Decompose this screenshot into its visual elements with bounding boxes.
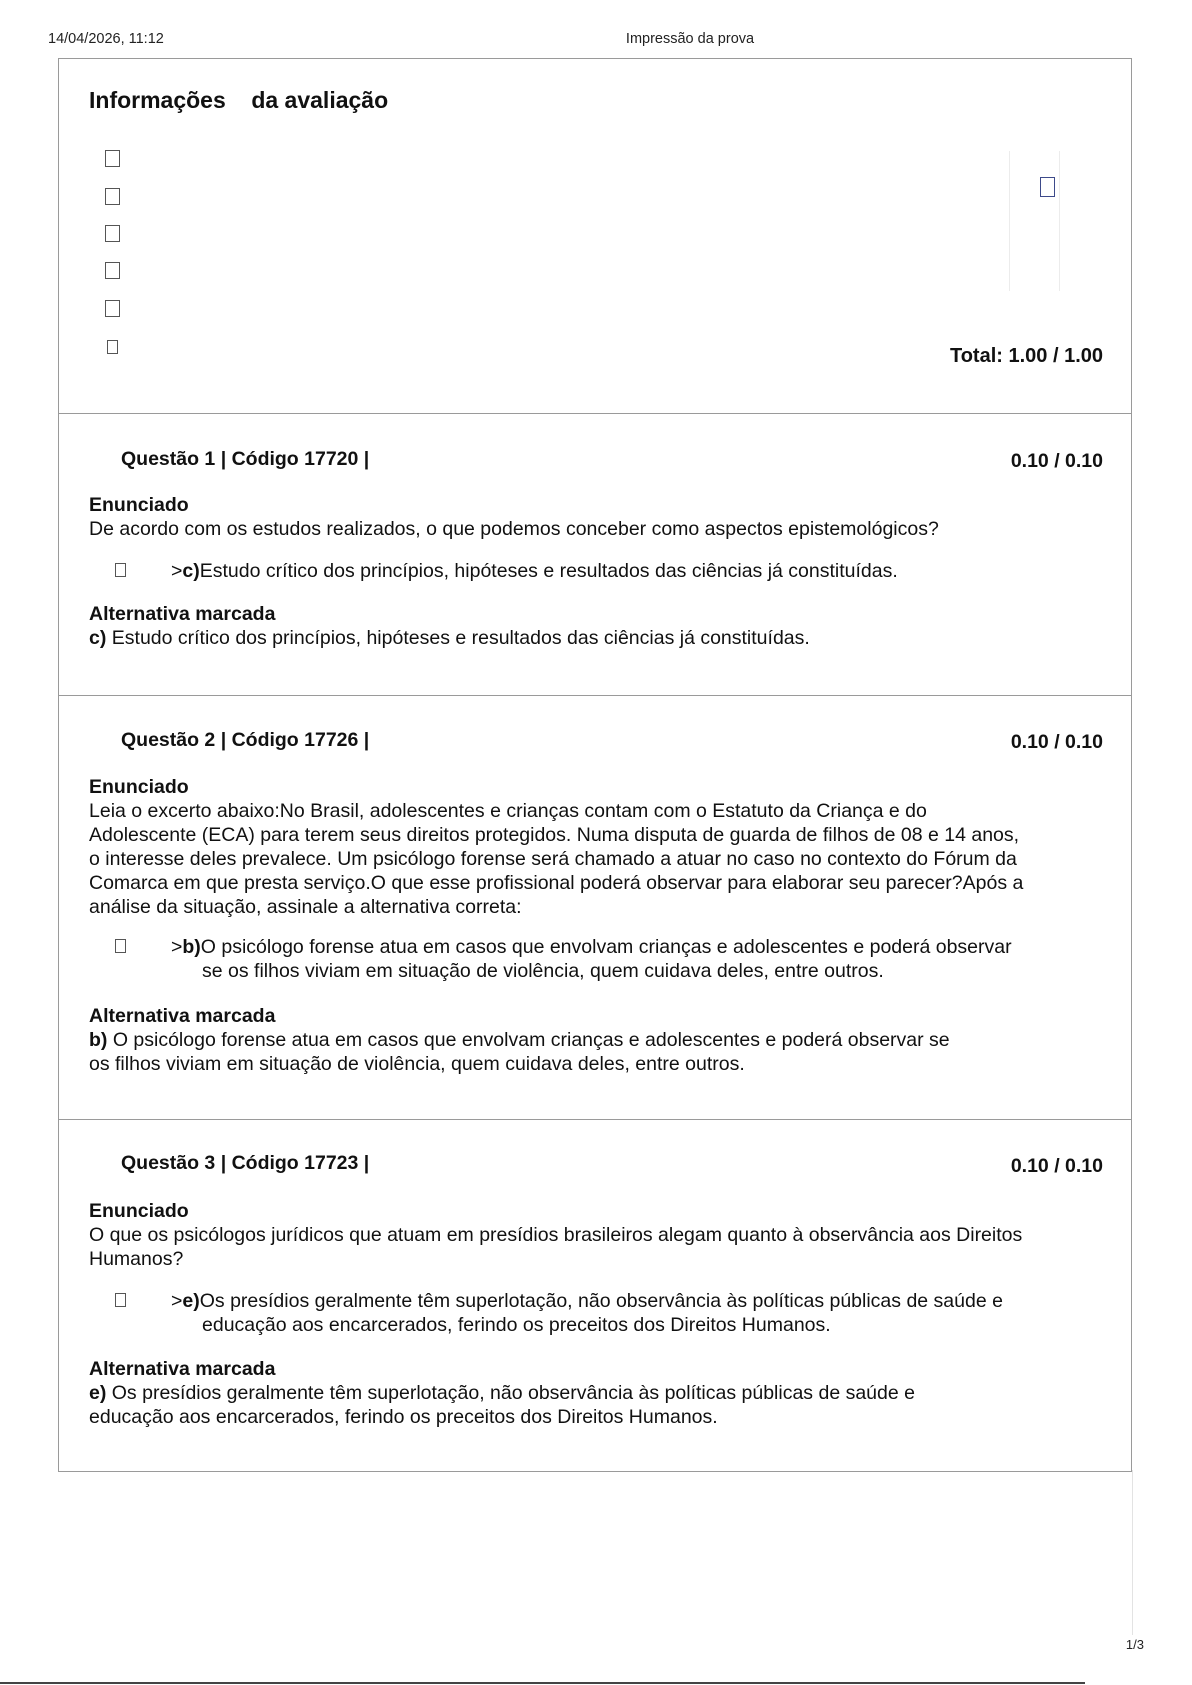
- print-datetime: 14/04/2026, 11:12: [48, 31, 164, 47]
- option-text: Estudo crítico dos princípios, hipóteses e resultados das ciências já constituídas.: [199, 560, 898, 582]
- marked-text: O psicólogo forense atua em casos que envolvam crianças e adolescentes e poderá observar se: [112, 1029, 950, 1051]
- checkbox-icon: [105, 225, 120, 242]
- statement-line: Humanos?: [89, 1248, 184, 1270]
- statement-line: Comarca em que presta serviço.O que esse profissional poderá observar para elaborar seu parecer?Após a: [89, 872, 1024, 894]
- info-panel-title: Informações da avaliação: [89, 87, 389, 113]
- option-letter: c): [182, 560, 200, 582]
- question-card-2: [58, 695, 1132, 1120]
- marked-letter: c): [89, 627, 107, 649]
- question-score: 0.10 / 0.10: [1010, 450, 1103, 472]
- question-card-1: [58, 413, 1132, 696]
- marked-answer: [89, 1028, 1089, 1076]
- selected-option: [171, 559, 1091, 583]
- statement-text: [89, 1223, 1104, 1271]
- checkbox-icon: [105, 150, 120, 167]
- statement-text: [89, 799, 1104, 919]
- question-score: 0.10 / 0.10: [1010, 1155, 1103, 1177]
- marked-text: Estudo crítico dos princípios, hipóteses e resultados das ciências já constituídas.: [111, 627, 810, 649]
- statement-line: Leia o excerto abaixo:No Brasil, adolescentes e crianças contam com o Estatuto da Criança e do: [89, 800, 927, 822]
- statement-line: análise da situação, assinale a alternativa correta:: [89, 896, 522, 918]
- option-prefix: >: [171, 560, 183, 582]
- checkbox-icon: [105, 300, 120, 317]
- assessment-info-panel: [58, 58, 1132, 414]
- question-title: Questão 3 | Código 17723 |: [121, 1152, 370, 1174]
- statement-label: Enunciado: [89, 776, 189, 798]
- marked-label: Alternativa marcada: [89, 1358, 276, 1380]
- option-text-continuation: educação aos encarcerados, ferindo os preceitos dos Direitos Humanos.: [202, 1314, 831, 1336]
- statement-label: Enunciado: [89, 494, 189, 516]
- statement-text: De acordo com os estudos realizados, o que podemos conceber como aspectos epistemológicos?: [89, 518, 939, 540]
- option-prefix: >: [171, 1290, 183, 1312]
- question-title: Questão 1 | Código 17720 |: [121, 448, 370, 470]
- marked-label: Alternativa marcada: [89, 1005, 276, 1027]
- option-checkbox-icon: [115, 939, 126, 953]
- statement-line: o interesse deles prevalece. Um psicólogo forense será chamado a atuar no caso no contexto do Fórum da: [89, 848, 1017, 870]
- marked-text: Os presídios geralmente têm superlotação, não observância às políticas públicas de saúde e: [111, 1382, 915, 1404]
- checkbox-icon: [105, 262, 120, 279]
- statement-line: Adolescente (ECA) para terem seus direitos protegidos. Numa disputa de guarda de filhos de 08 e 14 anos,: [89, 824, 1020, 846]
- marked-letter: e): [89, 1382, 107, 1404]
- marked-answer: [89, 1381, 1089, 1429]
- selected-option: [171, 1289, 1091, 1337]
- glyph-placeholder-icon: [1040, 177, 1055, 197]
- question-score: 0.10 / 0.10: [1010, 731, 1103, 753]
- print-title: Impressão da prova: [625, 31, 755, 47]
- page-number: 1/3: [1125, 1637, 1144, 1652]
- option-letter: e): [182, 1290, 200, 1312]
- option-checkbox-icon: [115, 1293, 126, 1307]
- checkbox-icon: [107, 340, 118, 354]
- marked-label: Alternativa marcada: [89, 603, 276, 625]
- option-checkbox-icon: [115, 563, 126, 577]
- marked-text-continuation: educação aos encarcerados, ferindo os preceitos dos Direitos Humanos.: [89, 1406, 718, 1428]
- option-prefix: >: [171, 936, 183, 958]
- statement-line: O que os psicólogos jurídicos que atuam em presídios brasileiros alegam quanto à observância aos Direitos: [89, 1224, 1023, 1246]
- marked-answer: [89, 626, 1089, 650]
- question-card-3: [58, 1119, 1132, 1472]
- total-score: Total: 1.00 / 1.00: [949, 345, 1103, 367]
- marked-letter: b): [89, 1029, 108, 1051]
- option-text: O psicólogo forense atua em casos que envolvam crianças e adolescentes e poderá observar: [200, 936, 1012, 958]
- statement-label: Enunciado: [89, 1200, 189, 1222]
- option-text: Os presídios geralmente têm superlotação, não observância às políticas públicas de saúde e: [199, 1290, 1003, 1312]
- marked-text-continuation: os filhos viviam em situação de violência, quem cuidava deles, entre outros.: [89, 1053, 745, 1075]
- checkbox-icon: [105, 188, 120, 205]
- option-letter: b): [182, 936, 201, 958]
- question-title: Questão 2 | Código 17726 |: [121, 729, 370, 751]
- selected-option: [171, 935, 1091, 983]
- option-text-continuation: se os filhos viviam em situação de violência, quem cuidava deles, entre outros.: [202, 960, 884, 982]
